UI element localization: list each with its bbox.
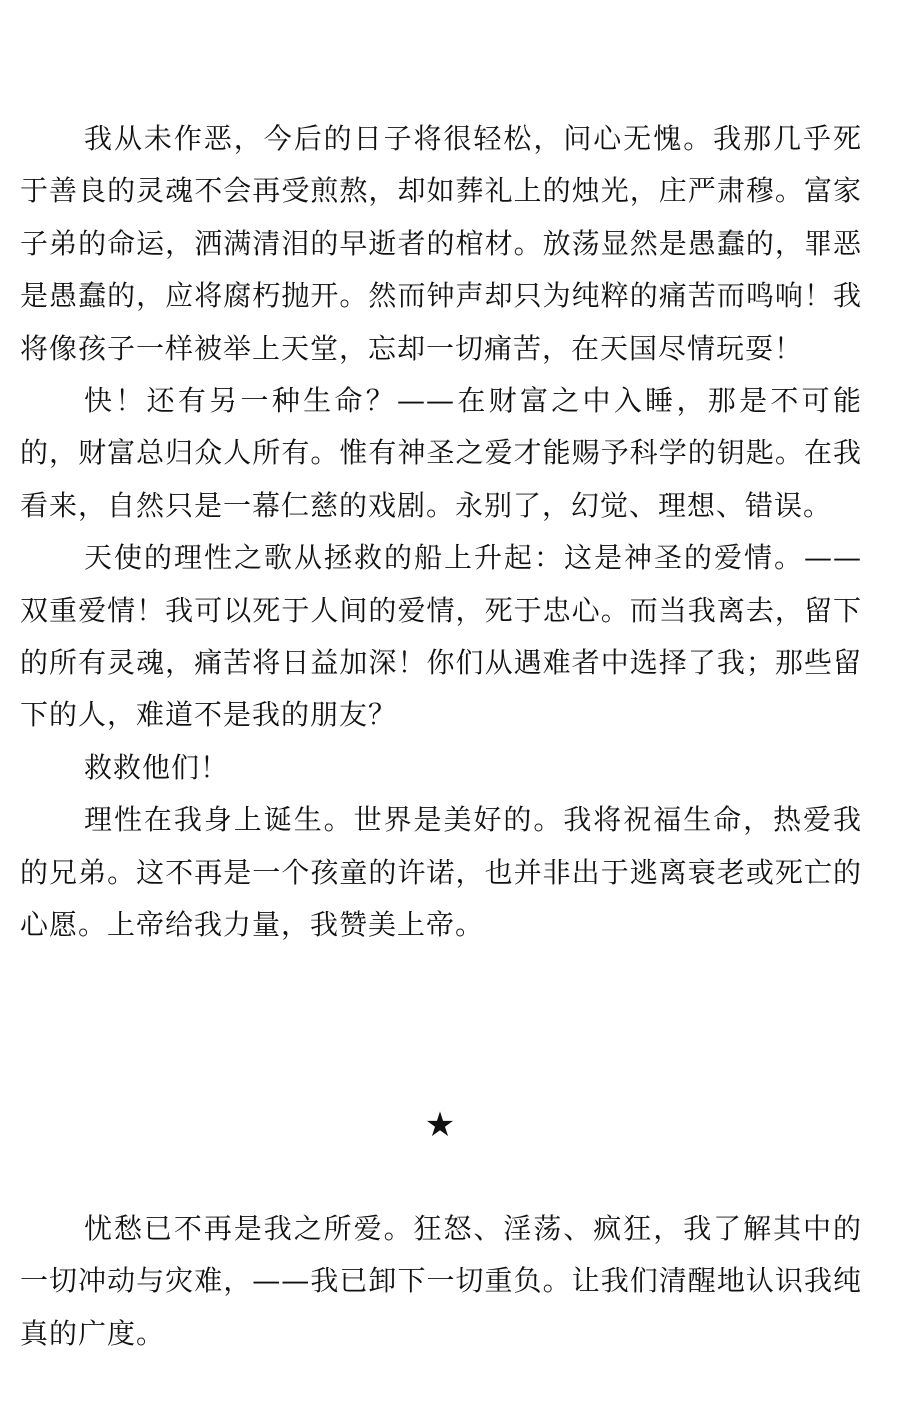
paragraph: 快！还有另一种生命？——在财富之中入睡，那是不可能的，财富总归众人所有。惟有神圣之爱才能赐予科学的钥匙。在我看来，自然只是一幕仁慈的戏剧。永别了，幻觉、理想、错误。 xyxy=(20,384,862,522)
paragraph: 天使的理性之歌从拯救的船上升起：这是神圣的爱情。——双重爱情！我可以死于人间的爱情，死于忠心。而当我离去，留下的所有灵魂，痛苦将日益加深！你们从遇难者中选择了我；那些留下的人，难道不是我的朋友？ xyxy=(20,541,862,732)
paragraph: 忧愁已不再是我之所爱。狂怒、淫荡、疯狂，我了解其中的一切冲动与灾难，——我已卸下一切重负。让我们清醒地认识我纯真的广度。 xyxy=(20,1212,862,1350)
paragraph: 救救他们！ xyxy=(84,750,230,784)
text-section-top xyxy=(20,113,862,952)
text-section-bottom xyxy=(20,1203,862,1360)
section-separator-star-icon: ★ xyxy=(424,1105,456,1145)
paragraph: 我从未作恶，今后的日子将很轻松，问心无愧。我那几乎死于善良的灵魂不会再受煎熬，却如葬礼上的烛光，庄严肃穆。富家子弟的命运，洒满清泪的早逝者的棺材。放荡显然是愚蠢的，罪恶是愚蠢的，应将腐朽抛开。然而钟声却只为纯粹的痛苦而鸣响！我将像孩子一样被举上天堂，忘却一切痛苦，在天国尽情玩耍！ xyxy=(20,122,862,365)
paragraph: 理性在我身上诞生。世界是美好的。我将祝福生命，热爱我的兄弟。这不再是一个孩童的许诺，也并非出于逃离衰老或死亡的心愿。上帝给我力量，我赞美上帝。 xyxy=(20,803,862,942)
